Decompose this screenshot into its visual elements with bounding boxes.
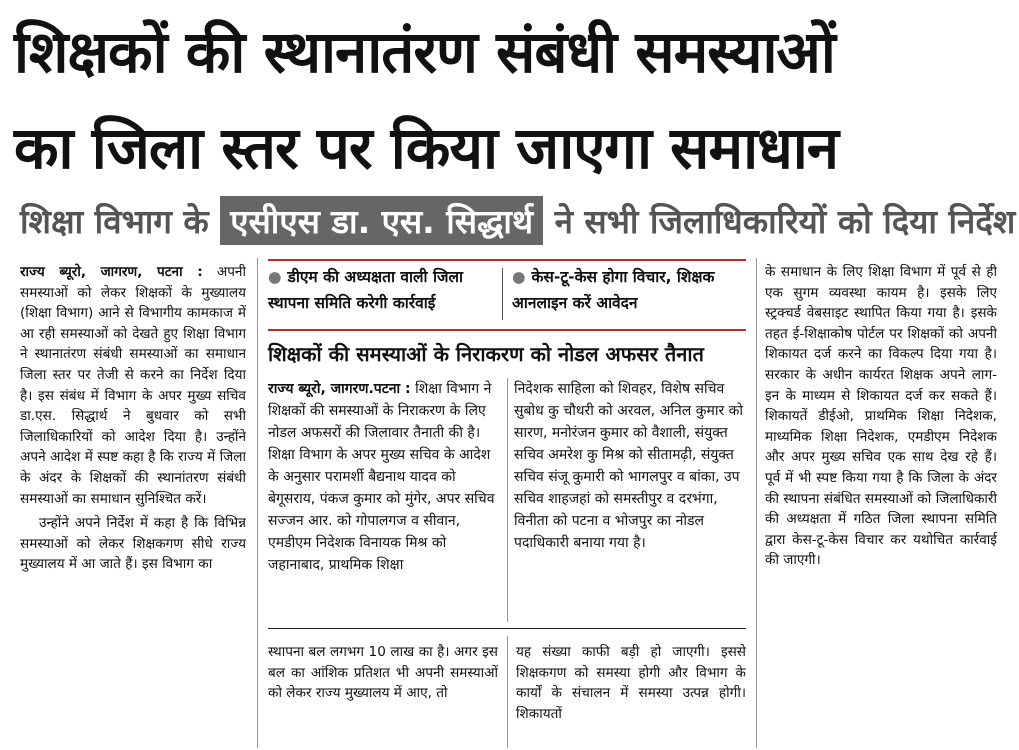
bullet-dot-icon: ● [512,268,526,286]
nodal-story-left [268,378,500,622]
subheadline [20,196,1016,250]
bullet-1 [268,264,496,316]
col4-text: के समाधान के लिए शिक्षा विभाग में पूर्व से ही एक सुगम व्यवस्था कायम है। इसके लिए स्ट्रक्चर्ड वेबसाइट स्थापित किया गया है। इसके तहत ई-शिक्षाकोष पोर्टल पर शिक्षकों को अपनी शिकायत दर्ज करने का विकल्प दिया गया है। सरकार के अधीन कार्यरत शिक्षक अपने लाग-इन के माध्यम से शिकायत दर्ज कर सकते हैं। शिकायतें डीईओ, प्राथमिक शिक्षा निदेशक, माध्यमिक शिक्षा निदेशक, एमडीएम निदेशक और अपर मुख्य सचिव एक साथ देख रहे हैं। पूर्व में भी स्पष्ट किया गया है कि जिला के अंदर की स्थापना संबंधित समस्याओं को जिलाधिकारी की अध्यक्षता में गठित जिला स्थापना समिति द्वारा केस-टू-केस विचार कर यथोचित कार्रवाई की जाएगी। [765,264,997,569]
column-divider-2 [507,636,508,748]
bullet-2 [512,264,744,316]
bullet-2-text: केस-टू-केस होगा विचार, शिक्षक आनलाइन करें आवेदन [512,268,715,312]
subhead-before: शिक्षा विभाग के [20,202,209,241]
column-4 [765,262,997,746]
headline-line-2: का जिला स्तर पर किया जाएगा समाधान [14,114,838,182]
column-2-bottom [268,642,498,746]
col2-bottom-text: स्थापना बल लगभग 10 लाख का है। अगर इस बल का आंशिक प्रतिशत भी अपनी समस्याओं को लेकर राज्य मुख्यालय में आए, तो [268,644,498,702]
bullet-1-text: डीएम की अध्यक्षता वाली जिला स्थापना समिति करेगी कार्रवाई [268,268,464,312]
col1-paragraph-1: अपनी समस्याओं को लेकर शिक्षकों के मुख्यालय (शिक्षा विभाग) आने से विभागीय कामकाज में आ रही समस्याओं को देखते हुए शिक्षा विभाग ने स्थानातंरण संबंधी समस्याओं का समाधान जिला स्तर पर तेजी से करने का निर्देश दिया है। इस संबंध में विभाग के अपर मुख्य सचिव डा.एस. सिद्धार्थ ने बुधवार को सभी जिलाधिकारियों को आदेश दिया है। उन्होंने अपने आदेश में स्पष्ट कहा है कि राज्य में जिला के अंदर के शिक्षकों की स्थानांतरण संबंधी समस्याओं का समाधान सुनिश्चित करें। [20,264,246,507]
subhead-highlight: एसीएस डा. एस. सिद्धार्थ [220,196,543,245]
nodal-story-right [514,378,746,622]
column-1 [20,262,246,746]
subhead-after: ने सभी जिलाधिकारियों को दिया निर्देश [554,202,1016,241]
nodal-dateline: राज्य ब्यूरो, जागरण.पटना : [268,381,411,397]
column-3-bottom [516,642,746,746]
headline [14,4,1004,196]
nodal-right-text: निदेशक साहिला को शिवहर, विशेष सचिव सुबोध कु चौधरी को अरवल, अनिल कुमार को सारण, मनोरंजन कुमार को वैशाली, संयुक्त सचिव अमरेश कु मिश्र को सीतामढ़ी, संयुक्त सचिव संजू कुमारी को भागलपुर व बांका, उप सचिव शाहजहां को समस्तीपुर व दरभंगा, विनीता को पटना व भोजपुर का नोडल पदाधिकारी बनाया गया है। [514,381,744,551]
column-divider-1 [257,258,258,748]
headline-line-1: शिक्षकों की स्थानातंरण संबंधी समस्याओं [14,18,835,86]
dateline: राज्य ब्यूरो, जागरण, पटना : [20,264,203,280]
bullet-divider [502,268,503,320]
nodal-story-title: शिक्षकों की समस्याओं के निराकरण को नोडल अफसर तैनात [268,342,704,366]
col3-bottom-text: यह संख्या काफी बड़ी हो जाएगी। इससे शिक्षकगण को समस्या होगी और विभाग के कार्यों के संचालन में समस्या उत्पन्न होगी। शिकायतों [516,644,746,722]
top-rule [268,259,746,261]
bullet-bottom-rule [268,329,746,331]
column-divider-3 [756,258,757,748]
bullet-dot-icon: ● [268,268,282,286]
nodal-bottom-rule [268,628,746,629]
nodal-left-text: शिक्षा विभाग ने शिक्षकों की समस्याओं के निराकरण के लिए नोडल अफसरों की जिलावार तैनाती की है। शिक्षा विभाग के अपर मुख्य सचिव के आदेश के अनुसार परामर्शी बैद्यनाथ यादव को बेगूसराय, पंकज कुमार को मुंगेर, अपर सचिव सज्जन आर. को गोपालगज व सीवान, एमडीएम निदेशक विनायक मिश्र को जहानाबाद, प्राथमिक शिक्षा [268,381,495,573]
col1-paragraph-2: उन्होंने अपने निर्देश में कहा है कि विभिन्न समस्याओं को लेकर शिक्षकगण सीधे राज्य मुख्यालय में आ जाते हैं। इस विभाग का [20,515,246,573]
nodal-divider [507,378,508,622]
